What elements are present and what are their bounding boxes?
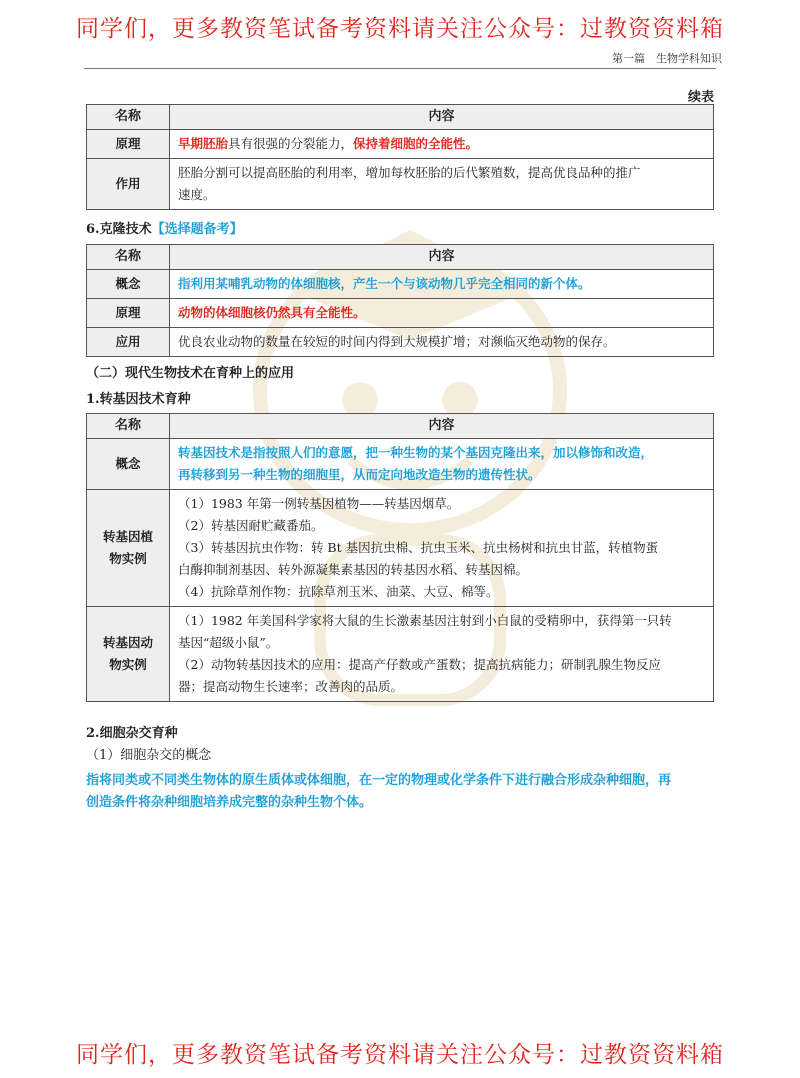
section-title: 6.克隆技术 [86, 222, 152, 237]
row-name: 概念 [87, 439, 170, 490]
header-content: 内容 [170, 245, 714, 270]
table-embryo-splitting [86, 104, 714, 210]
row-name: 原理 [87, 130, 170, 159]
row-content [170, 490, 714, 607]
table-header-row [87, 105, 714, 130]
header-content: 内容 [170, 105, 714, 130]
content-line: （1）1983 年第一例转基因植物——转基因烟草。 [178, 496, 460, 511]
continued-label: 续表 [687, 90, 714, 105]
header-name: 名称 [87, 105, 170, 130]
row-name: 作用 [87, 159, 170, 210]
exam-tag: 【选择题备考】 [151, 222, 243, 237]
content-line: （3）转基因抗虫作物：转 Bt 基因抗虫棉、抗虫玉米、抗虫杨树和抗虫甘蓝，转植物蛋 [178, 540, 659, 555]
section-heading-breeding: （二）现代生物技术在育种上的应用 [86, 366, 295, 381]
row-content [170, 130, 714, 159]
header-name: 名称 [87, 414, 170, 439]
name-line: 转基因动 [102, 635, 153, 650]
section-heading-cloning [86, 218, 243, 237]
section-heading-cell-hybrid: 2.细胞杂交育种 [86, 726, 178, 741]
name-line: 物实例 [109, 551, 147, 566]
row-content: 动物的体细胞核仍然具有全能性。 [170, 299, 714, 328]
header-name: 名称 [87, 245, 170, 270]
running-header: 第一篇 生物学科知识 [612, 52, 722, 65]
text-plain: 具有很强的分裂能力， [228, 136, 354, 151]
definition-line: 指将同类或不同类生物体的原生质体或体细胞，在一定的物理或化学条件下进行融合形成杂种细胞，再 [86, 773, 672, 788]
row-name [87, 490, 170, 607]
promo-banner-bottom: 同学们，更多教资笔试备考资料请关注公众号：过教资资料箱 [76, 1042, 724, 1068]
row-content [170, 607, 714, 702]
table-row [87, 607, 714, 702]
content-line: 速度。 [178, 187, 216, 202]
table-row [87, 439, 714, 490]
table-row [87, 299, 714, 328]
header-content: 内容 [170, 414, 714, 439]
promo-banner-top: 同学们，更多教资笔试备考资料请关注公众号：过教资资料箱 [76, 16, 724, 42]
content-line: 白酶抑制剂基因、转外源凝集素基因的转基因水稻、转基因棉。 [178, 562, 529, 577]
row-name [87, 607, 170, 702]
content-line: 器；提高动物生长速率；改善肉的品质。 [178, 679, 404, 694]
content-line: 基因“超级小鼠”。 [178, 635, 279, 650]
row-content [170, 159, 714, 210]
table-cloning [86, 244, 714, 357]
content-line: （4）抗除草剂作物：抗除草剂玉米、油菜、大豆、棉等。 [178, 584, 499, 599]
table-row [87, 159, 714, 210]
content-line: 胚胎分割可以提高胚胎的利用率，增加每枚胚胎的后代繁殖数，提高优良品种的推广 [178, 165, 641, 180]
name-line: 转基因植 [102, 529, 153, 544]
table-row [87, 490, 714, 607]
table-row [87, 270, 714, 299]
section-heading-transgenic: 1.转基因技术育种 [86, 392, 191, 407]
content-line: 转基因技术是指按照人们的意愿，把一种生物的某个基因克隆出来，加以修饰和改造， [178, 445, 654, 460]
table-header-row [87, 414, 714, 439]
row-name: 概念 [87, 270, 170, 299]
table-header-row [87, 245, 714, 270]
highlight-red: 保持着细胞的全能性。 [353, 136, 479, 151]
name-line: 物实例 [109, 657, 147, 672]
header-rule [84, 68, 716, 69]
table-row [87, 328, 714, 357]
row-name: 应用 [87, 328, 170, 357]
definition-line: 创造条件将杂种细胞培养成完整的杂种生物个体。 [86, 795, 373, 810]
definition-paragraph [86, 770, 718, 814]
content-line: （1）1982 年美国科学家将大鼠的生长激素基因注射到小白鼠的受精卵中，获得第一只转 [178, 613, 672, 628]
table-transgenic [86, 413, 714, 702]
content-line: （2）动物转基因技术的应用：提高产仔数或产蛋数；提高抗病能力；研制乳腺生物反应 [178, 657, 661, 672]
row-content: 优良农业动物的数量在较短的时间内得到大规模扩增；对濒临灭绝动物的保存。 [170, 328, 714, 357]
highlight-red: 早期胚胎 [178, 136, 229, 151]
table-row [87, 130, 714, 159]
content-line: （2）转基因耐贮藏番茄。 [178, 518, 324, 533]
subsection-title: （1）细胞杂交的概念 [86, 748, 212, 763]
row-name: 原理 [87, 299, 170, 328]
content-line: 再转移到另一种生物的细胞里，从而定向地改造生物的遗传性状。 [178, 467, 541, 482]
row-content [170, 439, 714, 490]
row-content: 指利用某哺乳动物的体细胞核，产生一个与该动物几乎完全相同的新个体。 [170, 270, 714, 299]
